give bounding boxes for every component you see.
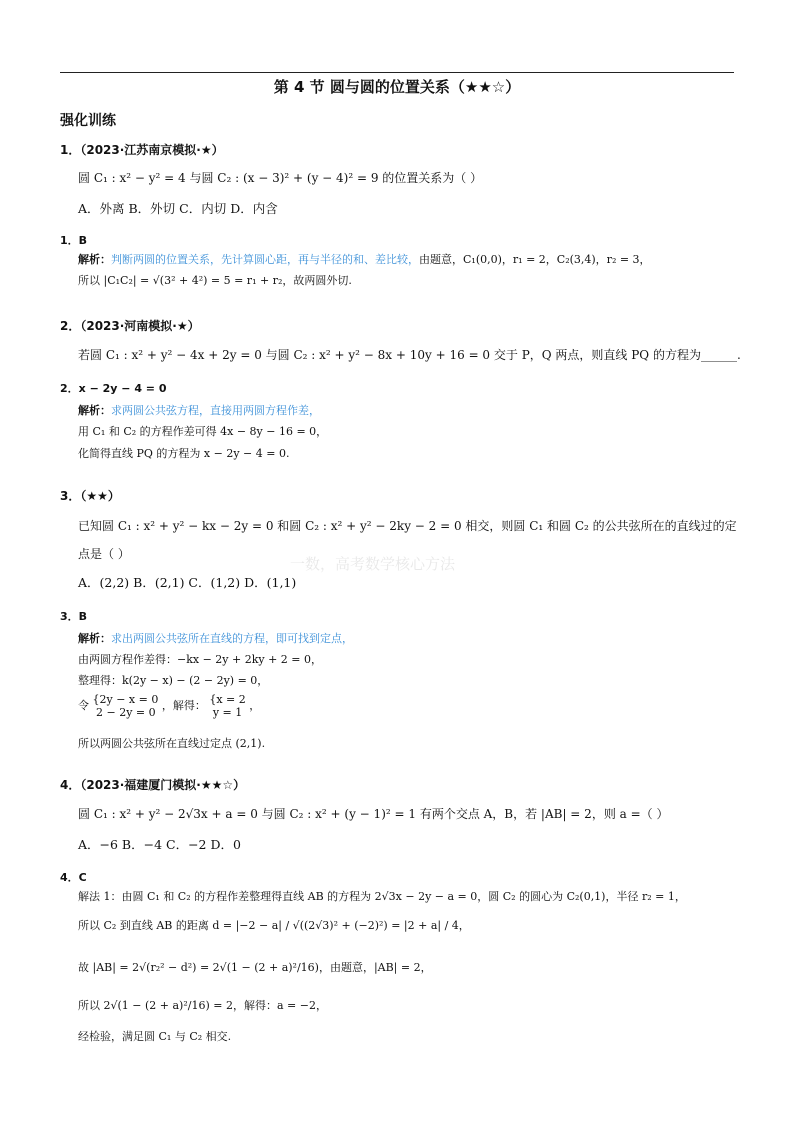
problem-2-line3: 化简得直线 PQ 的方程为 x − 2y − 4 = 0. [78, 447, 290, 460]
watermark: 一数，高考数学核心方法 [290, 555, 456, 573]
header-rule [60, 72, 734, 73]
system-prefix: 令 [78, 699, 89, 712]
system-eq-2: 2 − 2y = 0 [96, 706, 156, 719]
analysis-hint: 判断两圆的位置关系，先计算圆心距，再与半径的和、差比较， [111, 253, 419, 266]
problem-3-line2: 由两圆方程作差得：−kx − 2y + 2ky + 2 = 0， [78, 653, 323, 666]
problem-3-system [78, 693, 260, 719]
page-title: 第 4 节 圆与圆的位置关系（★★☆） [273, 78, 521, 96]
problem-4-line5: 经检验，满足圆 C₁ 与 C₂ 相交. [78, 1030, 232, 1043]
section-heading: 强化训练 [60, 113, 116, 129]
problem-4-line4: 所以 2√(1 − (2 + a)²/16) = 2，解得：a = −2， [78, 999, 327, 1012]
problem-3-line5: 所以两圆公共弦所在直线过定点 (2,1). [78, 737, 266, 750]
problem-1-head: 1．（2023·江苏南京模拟·★） [60, 143, 224, 157]
problem-4-stem: 圆 C₁ : x² + y² − 2√3x + a = 0 与圆 C₂ : x² + (y − 1)² = 1 有两个交点 A，B，若 |AB| = 2，则 a =（ ） [78, 807, 669, 821]
problem-3-answer: 3．B [60, 610, 88, 623]
problem-4-line2: 所以 C₂ 到直线 AB 的距离 d = |−2 − a| / √((2√3)² + (−2)²) = |2 + a| / 4， [78, 919, 470, 932]
problem-4-head: 4．（2023·福建厦门模拟·★★☆） [60, 778, 246, 792]
problem-4-line1: 解法 1：由圆 C₁ 和 C₂ 的方程作差整理得直线 AB 的方程为 2√3x − 2y − a = 0，圆 C₂ 的圆心为 C₂(0,1)，半径 r₂ = 1， [78, 890, 686, 903]
equation-system-1: {2y − x = 0 2 − 2y = 0 [92, 693, 159, 719]
problem-3-stem-cont: 点是（ ） [78, 547, 130, 561]
problem-1-line2: 所以 |C₁C₂| = √(3² + 4²) = 5 = r₁ + r₂，故两圆外切. [78, 274, 352, 287]
problem-3-head: 3．（★★） [60, 489, 120, 503]
system-end: ， [249, 699, 261, 712]
problem-1-analysis [78, 252, 651, 268]
problem-3-stem: 已知圆 C₁ : x² + y² − kx − 2y = 0 和圆 C₂ : x² + y² − 2ky − 2 = 0 相交，则圆 C₁ 和圆 C₂ 的公共弦所在的直线过的定 [78, 519, 737, 533]
problem-4-options: A．−6 B．−4 C．−2 D．0 [78, 837, 241, 852]
solution-y: y = 1 [212, 706, 243, 719]
analysis-hint: 求出两圆公共弦所在直线的方程，即可找到定点， [111, 632, 353, 645]
problem-2-answer: 2．x − 2y − 4 = 0 [60, 382, 167, 395]
equation-system-2: {x = 2 y = 1 [209, 693, 246, 719]
problem-2-stem: 若圆 C₁ : x² + y² − 4x + 2y = 0 与圆 C₂ : x² + y² − 8x + 10y + 16 = 0 交于 P，Q 两点，则直线 PQ 的方程为______. [78, 348, 741, 362]
problem-2-head: 2．（2023·河南模拟·★） [60, 319, 200, 333]
problem-2-analysis [78, 403, 320, 419]
problem-3-analysis [78, 631, 353, 647]
analysis-label: 解析： [78, 404, 111, 417]
problem-1-answer: 1．B [60, 234, 88, 247]
problem-3-line3: 整理得：k(2y − x) − (2 − 2y) = 0， [78, 674, 269, 687]
analysis-hint: 求两圆公共弦方程，直接用两圆方程作差， [111, 404, 320, 417]
problem-4-line3: 故 |AB| = 2√(r₂² − d²) = 2√(1 − (2 + a)²/16)，由题意，|AB| = 2， [78, 961, 432, 974]
problem-1-options: A．外离 B．外切 C．内切 D．内含 [78, 201, 278, 216]
problem-1-stem: 圆 C₁ : x² − y² = 4 与圆 C₂ : (x − 3)² + (y − 4)² = 9 的位置关系为（ ） [78, 171, 483, 185]
solution-x: x = 2 [216, 693, 246, 706]
analysis-text: 由题意，C₁(0,0)，r₁ = 2，C₂(3,4)，r₂ = 3， [419, 253, 651, 266]
analysis-label: 解析： [78, 632, 111, 645]
problem-2-line2: 用 C₁ 和 C₂ 的方程作差可得 4x − 8y − 16 = 0， [78, 425, 328, 438]
system-eq-1: 2y − x = 0 [99, 693, 159, 706]
analysis-label: 解析： [78, 253, 111, 266]
system-mid: ，解得： [161, 699, 206, 712]
problem-4-answer: 4．C [60, 871, 87, 884]
problem-3-options: A．(2,2) B．(2,1) C．(1,2) D．(1,1) [78, 575, 297, 590]
